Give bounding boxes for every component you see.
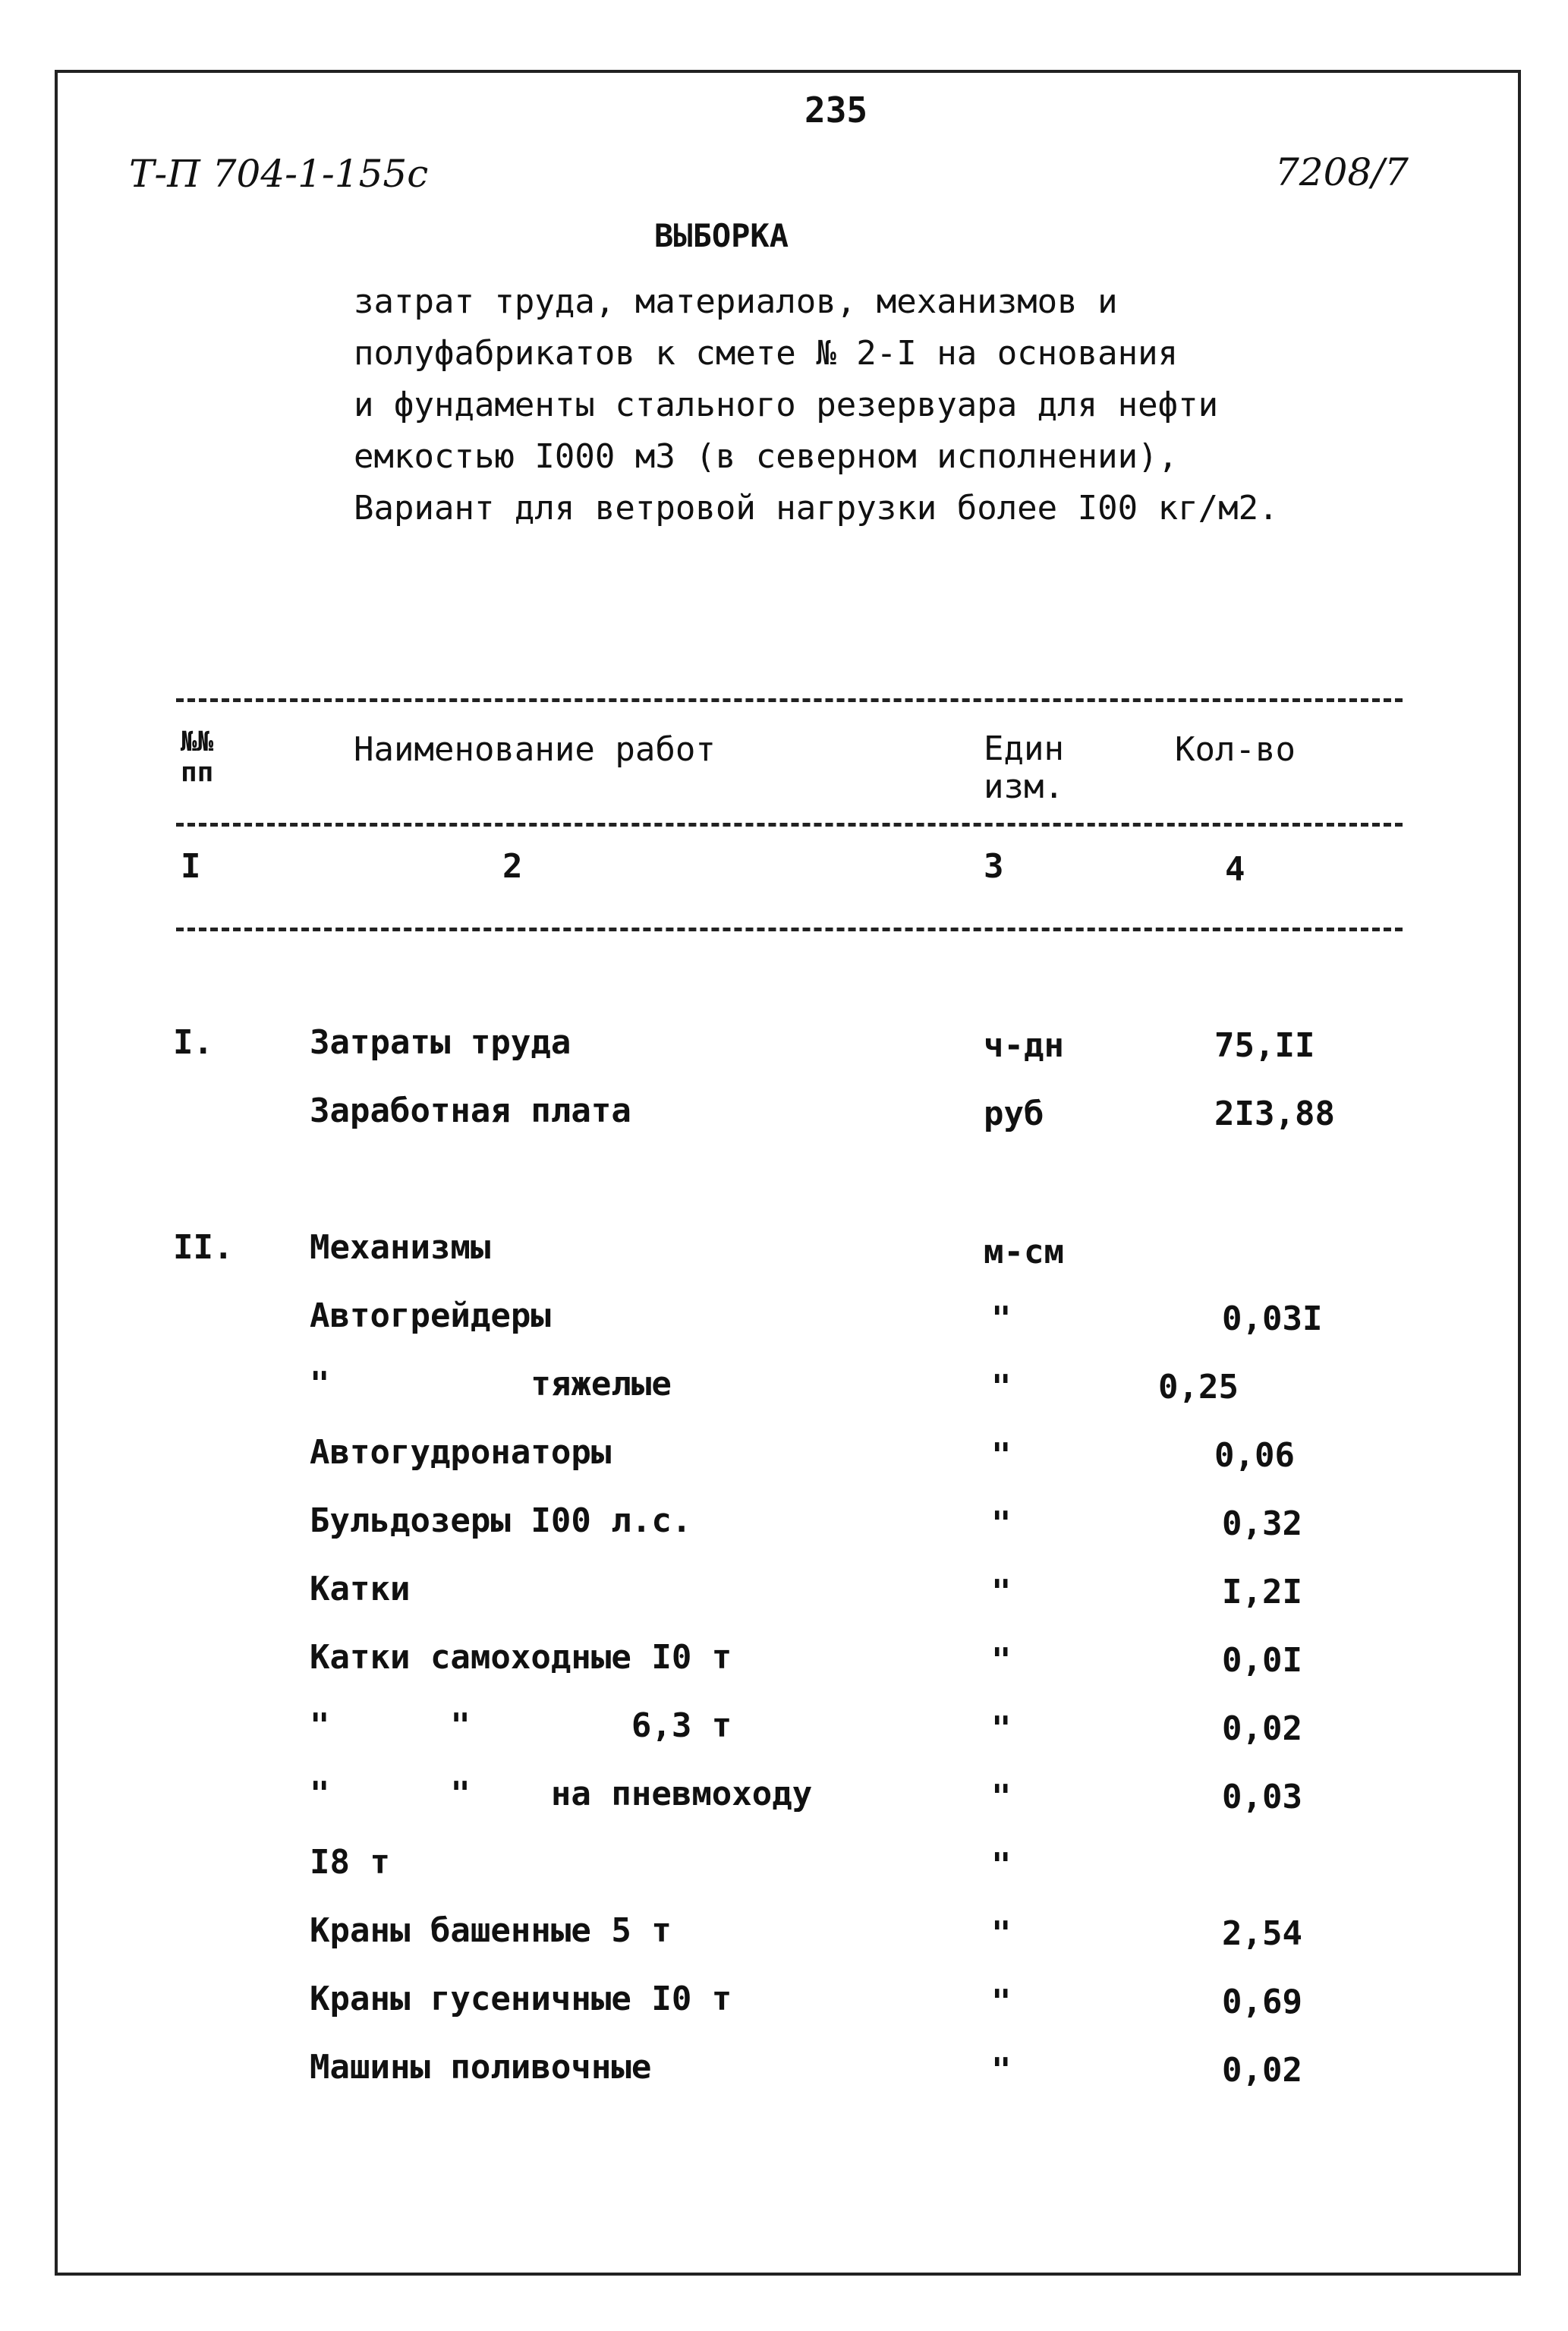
row-qty: 0,32 xyxy=(1222,1504,1302,1543)
row-qty: 0,0I xyxy=(1222,1641,1302,1680)
header-num: №№ пп xyxy=(181,726,214,788)
row-unit: ч-дн xyxy=(984,1026,1064,1065)
row-qty: 2I3,88 xyxy=(1214,1095,1335,1133)
row-name: Катки xyxy=(310,1570,411,1608)
column-number: 4 xyxy=(1225,850,1245,889)
table-rule-top xyxy=(176,698,1403,702)
row-name: Автогрейдеры xyxy=(310,1296,551,1335)
row-name: Краны башенные 5 т xyxy=(310,1911,672,1950)
row-name: Бульдозеры I00 л.с. xyxy=(310,1501,692,1540)
header-unit: Един изм. xyxy=(984,729,1064,806)
row-num: I. xyxy=(173,1023,213,1062)
row-unit: " xyxy=(991,1504,1012,1543)
row-qty: 0,25 xyxy=(1158,1368,1239,1406)
column-number: 2 xyxy=(502,847,523,886)
document-title: ВЫБОРКА xyxy=(654,217,789,254)
table-rule-mid xyxy=(176,823,1403,827)
row-unit: " xyxy=(991,1641,1012,1680)
subtitle-line: емкостью I000 м3 (в северном исполнении), xyxy=(354,437,1179,476)
row-unit: " xyxy=(991,1709,1012,1748)
page-number: 235 xyxy=(804,90,868,131)
row-qty: I,2I xyxy=(1222,1573,1302,1611)
row-name: Автогудронаторы xyxy=(310,1433,612,1472)
row-unit: " xyxy=(991,1846,1012,1885)
subtitle-line: полуфабрикатов к смете № 2-I на основания xyxy=(354,334,1179,373)
row-name: Механизмы xyxy=(310,1228,491,1267)
handwritten-code-right: 7208/7 xyxy=(1275,150,1409,194)
row-unit: " xyxy=(991,1778,1012,1816)
row-unit: " xyxy=(991,1983,1012,2021)
row-name: Краны гусеничные I0 т xyxy=(310,1980,732,2018)
row-unit: м-см xyxy=(984,1233,1064,1271)
handwritten-code-left: Т-П 704-1-155с xyxy=(129,152,429,196)
row-qty: 75,II xyxy=(1214,1026,1315,1065)
row-name: Катки самоходные I0 т xyxy=(310,1638,732,1677)
table-rule-bottom xyxy=(176,928,1403,931)
row-unit: " xyxy=(991,1573,1012,1611)
row-unit: " xyxy=(991,2051,1012,2090)
row-name: Затраты труда xyxy=(310,1023,571,1062)
row-qty: 0,03I xyxy=(1222,1299,1323,1338)
row-qty: 0,02 xyxy=(1222,2051,1302,2090)
row-name: " " на пневмоходу xyxy=(310,1775,813,1813)
row-name: " " 6,3 т xyxy=(310,1706,732,1745)
row-unit: " xyxy=(991,1368,1012,1406)
row-unit: руб xyxy=(984,1095,1044,1133)
column-number: 3 xyxy=(984,847,1004,886)
row-name: " тяжелые xyxy=(310,1365,672,1403)
column-number: I xyxy=(181,847,201,886)
header-name: Наименование работ xyxy=(354,730,716,769)
row-qty: 0,69 xyxy=(1222,1983,1302,2021)
row-unit: " xyxy=(991,1299,1012,1338)
row-name: Машины поливочные xyxy=(310,2048,652,2087)
row-num: II. xyxy=(173,1228,234,1267)
row-qty: 0,02 xyxy=(1222,1709,1302,1748)
subtitle-line: затрат труда, материалов, механизмов и xyxy=(354,282,1118,321)
row-qty: 2,54 xyxy=(1222,1914,1302,1953)
row-unit: " xyxy=(991,1914,1012,1953)
row-unit: " xyxy=(991,1436,1012,1475)
row-qty: 0,03 xyxy=(1222,1778,1302,1816)
subtitle-line: и фундаменты стального резервуара для нефти xyxy=(354,386,1219,424)
subtitle-line: Вариант для ветровой нагрузки более I00 кг/м2. xyxy=(354,489,1279,528)
row-qty: 0,06 xyxy=(1214,1436,1295,1475)
row-name: Заработная плата xyxy=(310,1091,631,1130)
row-name: I8 т xyxy=(310,1843,390,1882)
header-qty: Кол-во xyxy=(1175,730,1296,769)
